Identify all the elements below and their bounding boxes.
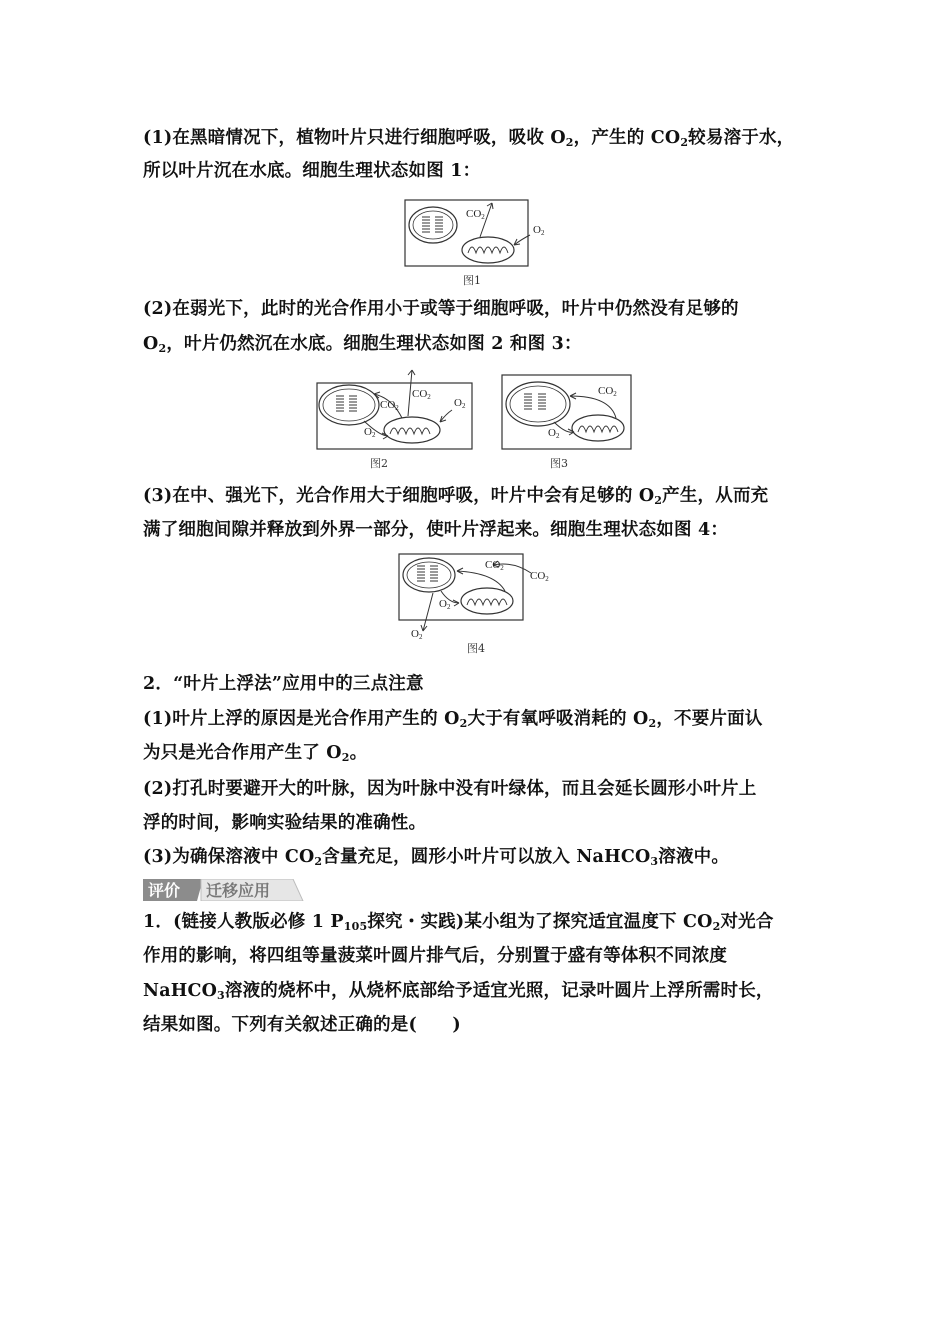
section-2-point-1-line-2: 为只是光合作用产生了 $O_2$。 bbox=[143, 743, 368, 764]
svg-text:CO2: CO2 bbox=[530, 570, 549, 583]
figure-1 bbox=[400, 195, 560, 290]
section-2-point-2-line-2: 浮的时间，影响实验结果的准确性。 bbox=[143, 813, 427, 833]
svg-text:O2: O2 bbox=[411, 628, 423, 641]
svg-text:O2: O2 bbox=[548, 427, 560, 440]
section-2-point-1-line-1: (1)叶片上浮的原因是光合作用产生的 $O_2$大于有氧呼吸消耗的 $O_2$，不要片面认 bbox=[143, 709, 763, 730]
paragraph-3-line-1: (3)在中、强光下，光合作用大于细胞呼吸，叶片中会有足够的 $O_2$产生，从而充 bbox=[143, 486, 769, 507]
question-1-line-2: 作用的影响，将四组等量菠菜叶圆片排气后，分别置于盛有等体积不同浓度 bbox=[143, 946, 728, 966]
figure-3-caption: 图3 bbox=[550, 457, 568, 470]
svg-text:O2: O2 bbox=[364, 426, 376, 439]
paragraph-2-line-2: $O_2$，叶片仍然沉在水底。细胞生理状态如图 2 和图 3： bbox=[143, 334, 582, 355]
question-1-line-3: NaHCO$_3$溶液的烧杯中，从烧杯底部给予适宜光照，记录叶圆片上浮所需时长， bbox=[143, 981, 774, 1002]
figure-1-caption: 图1 bbox=[463, 274, 481, 287]
section-2-point-3: (3)为确保溶液中 $CO_2$含量充足，圆形小叶片可以放入 NaHCO$_3$溶液中。 bbox=[143, 847, 730, 868]
banner-left-label: 评价 bbox=[148, 881, 181, 900]
svg-text:CO2: CO2 bbox=[412, 388, 431, 401]
svg-text:CO2: CO2 bbox=[380, 399, 399, 412]
svg-text:CO2: CO2 bbox=[598, 385, 617, 398]
section-banner bbox=[143, 879, 308, 901]
paragraph-3-line-2: 满了细胞间隙并释放到外界一部分，使叶片浮起来。细胞生理状态如图 4： bbox=[143, 520, 729, 540]
figure-4 bbox=[393, 551, 563, 661]
figure-2 bbox=[312, 366, 477, 476]
svg-text:CO2: CO2 bbox=[466, 208, 485, 221]
paragraph-1-line-1: (1)在黑暗情况下，植物叶片只进行细胞呼吸，吸收 $O_2$，产生的 $CO_2$较易溶于水， bbox=[143, 128, 795, 149]
banner-right-label: 迁移应用 bbox=[206, 881, 271, 900]
svg-text:O2: O2 bbox=[439, 598, 451, 611]
figure-3 bbox=[498, 366, 638, 476]
question-1-line-1: 1．(链接人教版必修 1 $P_{105}$探究・实践)某小组为了探究适宜温度下 $CO_2$对光合 bbox=[143, 912, 774, 933]
section-2-point-2-line-1: (2)打孔时要避开大的叶脉，因为叶脉中没有叶绿体，而且会延长圆形小叶片上 bbox=[143, 779, 757, 799]
figure-2-caption: 图2 bbox=[370, 457, 388, 470]
paragraph-1-line-2: 所以叶片沉在水底。细胞生理状态如图 1： bbox=[143, 161, 481, 181]
question-1-line-4: 结果如图。下列有关叙述正确的是( ) bbox=[143, 1015, 461, 1035]
svg-text:O2: O2 bbox=[533, 224, 545, 237]
section-2-title: 2．“叶片上浮法”应用中的三点注意 bbox=[143, 674, 424, 694]
paragraph-2-line-1: (2)在弱光下，此时的光合作用小于或等于细胞呼吸，叶片中仍然没有足够的 bbox=[143, 299, 739, 319]
svg-text:O2: O2 bbox=[454, 397, 466, 410]
svg-text:CO2: CO2 bbox=[485, 559, 504, 572]
figure-4-caption: 图4 bbox=[467, 642, 485, 655]
